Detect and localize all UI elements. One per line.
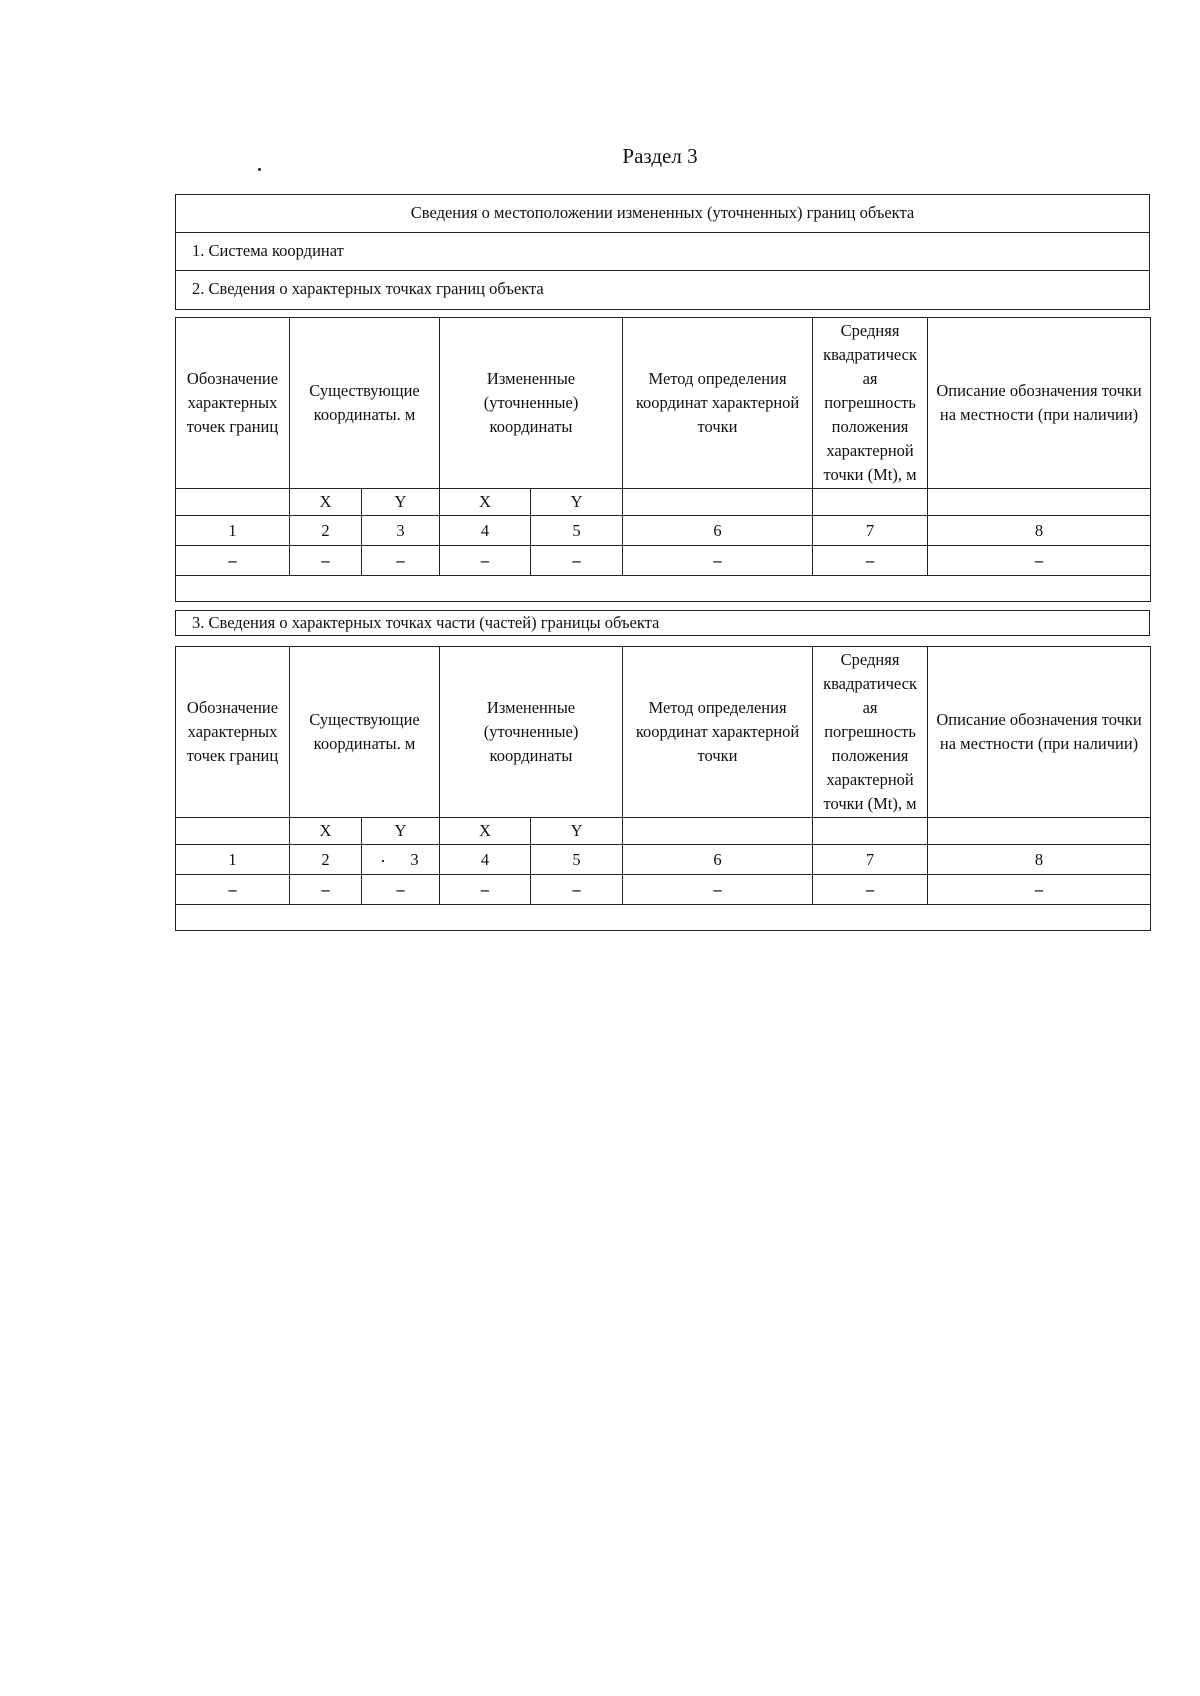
column-number: 2 bbox=[290, 845, 362, 875]
header-mean-square-error: Средняя квадратическ ая погрешность положения характерной точки (Mt), м bbox=[813, 318, 928, 489]
column-number: 5 bbox=[531, 516, 623, 546]
subheader-changed-x: X bbox=[440, 489, 531, 516]
subheader-empty bbox=[928, 818, 1151, 845]
column-number-cell bbox=[362, 845, 440, 875]
empty-cell bbox=[176, 576, 1151, 602]
table-cell: – bbox=[928, 875, 1151, 905]
table-cell: – bbox=[813, 875, 928, 905]
scan-speck bbox=[258, 168, 261, 171]
table-cell: – bbox=[176, 875, 290, 905]
table-header-row bbox=[176, 647, 1151, 818]
empty-footer-row bbox=[176, 576, 1151, 602]
column-number: 7 bbox=[813, 516, 928, 546]
table-subheader-row bbox=[176, 489, 1151, 516]
header-determination-method: Метод определения координат характерной точки bbox=[623, 318, 813, 489]
table-cell: – bbox=[928, 546, 1151, 576]
column-number: 6 bbox=[623, 516, 813, 546]
subheader-empty bbox=[928, 489, 1151, 516]
empty-footer-row bbox=[176, 905, 1151, 931]
column-number: 7 bbox=[813, 845, 928, 875]
coordinate-system-item: 1. Система координат bbox=[176, 233, 1149, 271]
table-cell: – bbox=[362, 875, 440, 905]
subheader-changed-y: Y bbox=[531, 489, 623, 516]
section-info-block bbox=[175, 194, 1150, 310]
subheader-empty bbox=[176, 489, 290, 516]
column-number: 4 bbox=[440, 845, 531, 875]
boundary-points-table bbox=[175, 317, 1151, 602]
subheader-empty bbox=[813, 489, 928, 516]
column-number: 4 bbox=[440, 516, 531, 546]
header-mean-square-error: Средняя квадратическ ая погрешность положения характерной точки (Mt), м bbox=[813, 647, 928, 818]
table-cell: – bbox=[290, 875, 362, 905]
column-number: 5 bbox=[531, 845, 623, 875]
subheader-changed-x: X bbox=[440, 818, 531, 845]
table-header-row bbox=[176, 318, 1151, 489]
empty-cell bbox=[176, 905, 1151, 931]
column-number: 2 bbox=[290, 516, 362, 546]
table-cell: – bbox=[290, 546, 362, 576]
header-existing-coordinates: Существующие координаты. м bbox=[290, 318, 440, 489]
subheader-existing-x: X bbox=[290, 489, 362, 516]
header-point-designation: Обозначение характерных точек границ bbox=[176, 647, 290, 818]
subheader-empty bbox=[623, 818, 813, 845]
column-number: 1 bbox=[176, 845, 290, 875]
header-point-description: Описание обозначения точки на местности (при наличии) bbox=[928, 647, 1151, 818]
part-boundary-points-table bbox=[175, 646, 1151, 931]
boundary-points-item: 2. Сведения о характерных точках границ объекта bbox=[192, 279, 544, 298]
table-cell: – bbox=[176, 546, 290, 576]
subheader-empty bbox=[813, 818, 928, 845]
subheader-changed-y: Y bbox=[531, 818, 623, 845]
column-number-row bbox=[176, 845, 1151, 875]
subheader-empty bbox=[176, 818, 290, 845]
table-row bbox=[176, 546, 1151, 576]
header-point-description: Описание обозначения точки на местности (при наличии) bbox=[928, 318, 1151, 489]
part-boundary-points-heading: 3. Сведения о характерных точках части (частей) границы объекта bbox=[175, 610, 1150, 636]
table-cell: – bbox=[531, 875, 623, 905]
table-cell: – bbox=[362, 546, 440, 576]
table-cell: – bbox=[813, 546, 928, 576]
header-determination-method: Метод определения координат характерной точки bbox=[623, 647, 813, 818]
table-cell: – bbox=[440, 546, 531, 576]
column-number: 6 bbox=[623, 845, 813, 875]
table-cell: – bbox=[531, 546, 623, 576]
header-existing-coordinates: Существующие координаты. м bbox=[290, 647, 440, 818]
column-number: 8 bbox=[928, 845, 1151, 875]
column-number: 1 bbox=[176, 516, 290, 546]
scan-speck bbox=[382, 860, 384, 862]
table-cell: – bbox=[623, 875, 813, 905]
column-number-row bbox=[176, 516, 1151, 546]
subheader-existing-y: Y bbox=[362, 818, 440, 845]
header-point-designation: Обозначение характерных точек границ bbox=[176, 318, 290, 489]
subheader-existing-x: X bbox=[290, 818, 362, 845]
column-number: 3 bbox=[362, 516, 440, 546]
table-subheader-row bbox=[176, 818, 1151, 845]
header-changed-coordinates: Измененные (уточненные) координаты bbox=[440, 647, 623, 818]
column-number: 8 bbox=[928, 516, 1151, 546]
column-number: 3 bbox=[410, 849, 419, 869]
subheader-empty bbox=[623, 489, 813, 516]
section-title: Сведения о местоположении измененных (уточненных) границ объекта bbox=[176, 195, 1149, 233]
table-cell: – bbox=[623, 546, 813, 576]
page-heading: Раздел 3 bbox=[622, 144, 698, 168]
table-cell: – bbox=[440, 875, 531, 905]
subheader-existing-y: Y bbox=[362, 489, 440, 516]
table-row bbox=[176, 875, 1151, 905]
header-changed-coordinates: Измененные (уточненные) координаты bbox=[440, 318, 623, 489]
